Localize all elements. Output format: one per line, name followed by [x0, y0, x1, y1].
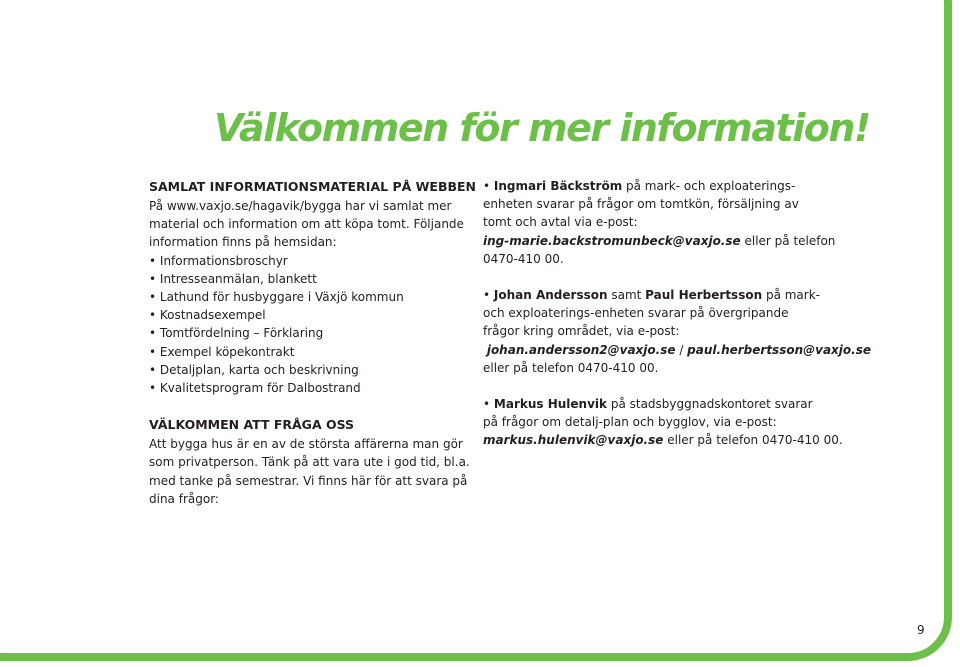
contact-text: på mark- och exploaterings-: [622, 179, 796, 193]
contact-text: frågor kring området, via e-post:: [483, 324, 680, 339]
material-list: [149, 252, 469, 398]
list-item: • Intresseanmälan, blankett: [149, 270, 469, 288]
list-item: • Informationsbroschyr: [149, 252, 469, 270]
contact-name: Johan Andersson: [493, 288, 608, 303]
contact-johan-paul: • Johan Andersson samt Paul Herbertsson på mark- och exploaterings-enheten svarar på övergripande frågor kring området, via e-post: johan.andersson2@vaxjo.se / paul.herbertsson@vaxjo.se eller på telefon 0470-410 00.: [483, 286, 813, 377]
contact-text: tomt och avtal via e-post:: [483, 215, 638, 230]
intro-line: På www.vaxjo.se/hagavik/bygga har vi samlat mer: [149, 199, 452, 213]
page-number: 9: [917, 623, 925, 637]
email-link[interactable]: johan.andersson2@vaxjo.se: [486, 342, 676, 357]
contact-name: Markus Hulenvik: [493, 397, 608, 412]
contact-text: eller på telefon: [740, 233, 836, 248]
welcome-text-line: med tanke på semestrar. Vi finns här för att svara på: [149, 473, 468, 488]
contact-text: samt: [607, 288, 646, 303]
contact-name: Paul Herbertsson: [645, 288, 763, 303]
list-item: • Detaljplan, karta och beskrivning: [149, 361, 469, 379]
page-title: Välkommen för mer information!: [214, 106, 870, 150]
list-item: • Kvalitetsprogram för Dalbostrand: [149, 379, 469, 397]
contact-markus: • Markus Hulenvik på stadsbyggnadskontoret svarar på frågor om detalj-plan och bygglov, via e-post: markus.hulenvik@vaxjo.se eller på telefon 0470-410 00.: [483, 397, 843, 448]
contact-ingmari: • Ingmari Bäckström på mark- och exploaterings- enheten svarar på frågor om tomtkön, försäljning av tomt och avtal via e-post: ing-marie.backstromunbeck@vaxjo.se eller på telefon 0470-410 00.: [483, 177, 813, 268]
email-link[interactable]: paul.herbertsson@vaxjo.se: [687, 342, 871, 357]
contact-text: på frågor om detalj-plan och bygglov, via e-post:: [483, 415, 777, 430]
contact-text: på mark-: [762, 288, 820, 303]
email-link[interactable]: ing-marie.backstromunbeck@vaxjo.se: [483, 233, 741, 248]
email-link[interactable]: markus.hulenvik@vaxjo.se: [483, 433, 664, 448]
contact-text: enheten svarar på frågor om tomtkön, försäljning av: [483, 197, 799, 212]
intro-line: material och information om att köpa tomt. Följande: [149, 217, 464, 232]
welcome-text-line: som privatperson. Tänk på att vara ute i god tid, bl.a.: [149, 455, 470, 470]
contact-text: och exploaterings-enheten svarar på övergripande: [483, 306, 789, 321]
list-item: • Lathund för husbyggare i Växjö kommun: [149, 288, 469, 306]
contact-phone: 0470-410 00.: [483, 251, 564, 266]
contact-name: Ingmari Bäckström: [493, 179, 623, 193]
intro-line: information finns på hemsidan:: [149, 235, 337, 250]
list-item: • Tomtfördelning – Förklaring: [149, 324, 469, 342]
welcome-text-line: dina frågor:: [149, 491, 219, 506]
welcome-text-line: Att bygga hus är en av de största affärerna man gör: [149, 437, 463, 452]
section-heading-welcome: VÄLKOMMEN ATT FRÅGA OSS: [149, 417, 355, 433]
contact-text: /: [675, 342, 688, 357]
right-column: [483, 177, 871, 468]
section-heading-web-material: SAMLAT INFORMATIONSMATERIAL PÅ WEBBEN: [149, 179, 477, 194]
contact-text: eller på telefon 0470-410 00.: [663, 433, 843, 448]
contact-phone: eller på telefon 0470-410 00.: [483, 360, 659, 375]
contact-text: på stadsbyggnadskontoret svarar: [607, 397, 813, 412]
list-item: • Exempel köpekontrakt: [149, 343, 469, 361]
list-item: • Kostnadsexempel: [149, 306, 469, 324]
left-column: [149, 177, 477, 508]
